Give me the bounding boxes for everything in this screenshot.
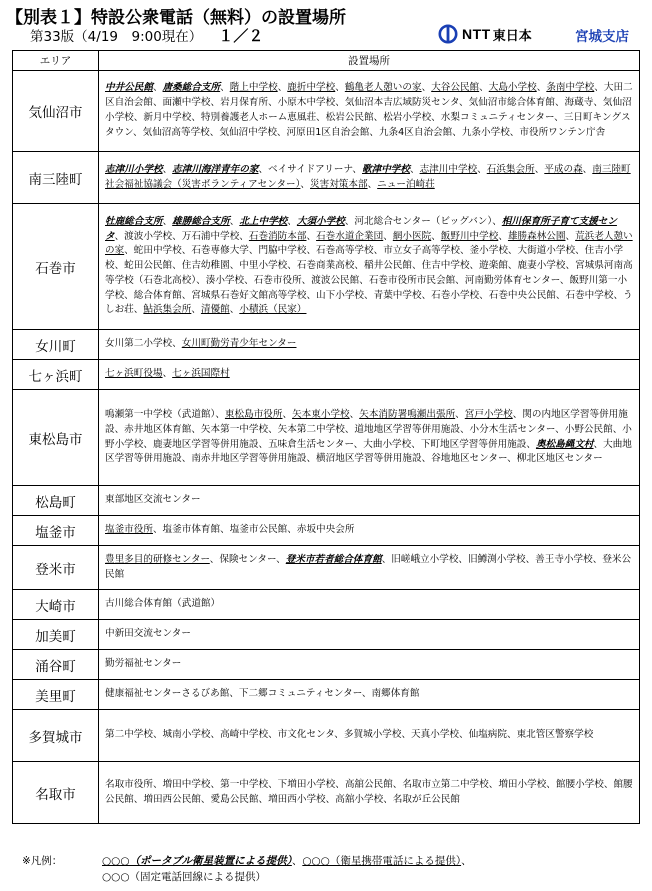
area-name: 多賀城市 <box>13 710 99 762</box>
place-text: 、塩釜市体育館、塩釜市公民館、赤坂中央会所 <box>152 524 355 536</box>
place-text: 古川総合体育館（武道館） <box>105 598 221 610</box>
place-text: 東部地区交流センター <box>105 494 201 506</box>
table-row <box>13 546 640 590</box>
header-area: エリア <box>13 51 99 71</box>
document-header <box>0 0 652 48</box>
place-text: 、 <box>455 408 465 420</box>
places-list <box>99 516 640 546</box>
table-header-row <box>13 51 640 71</box>
place-name: 相川保育所子育て支援センタ <box>105 215 617 242</box>
place-name: 条南中学校 <box>546 82 595 94</box>
place-text: 、 <box>367 178 378 190</box>
table-row <box>13 516 640 546</box>
place-text: 、 <box>431 230 441 242</box>
area-name: 東松島市 <box>13 390 99 486</box>
place-text: 、 <box>536 82 547 94</box>
legend-label: ※凡例： <box>22 855 63 867</box>
area-name: 名取市 <box>13 762 99 824</box>
place-text: 、 <box>479 82 489 94</box>
place-name: 雄勝森林公園 <box>507 230 566 242</box>
place-name: 清優館 <box>200 304 230 316</box>
place-text: 、旧嵯峨立小学校、旧鱒渕小学校、善王寺小学校、登米公民館 <box>105 553 632 580</box>
place-text: 、 <box>162 215 173 227</box>
place-name: 志津川中学校 <box>419 163 478 175</box>
place-text: 、 <box>287 215 297 227</box>
place-name: 階上中学校 <box>229 82 278 94</box>
table-row <box>13 390 640 486</box>
branch-name: 宮城支店 <box>575 29 629 45</box>
place-name: 災害対策本部 <box>310 178 368 190</box>
places-list <box>99 360 640 390</box>
table-row <box>13 486 640 516</box>
place-text: 鳴瀬第一中学校（武道館）、 <box>105 408 225 420</box>
place-name: 鮎浜集会所 <box>143 304 192 316</box>
place-text: 、 <box>582 163 593 175</box>
ntt-logo-icon <box>438 24 458 44</box>
edition-line <box>30 25 263 46</box>
place-name: 石巻消防本部 <box>248 230 307 242</box>
place-text: 、 <box>421 82 432 94</box>
legend <box>22 853 472 885</box>
place-name: 荒浜老人憩いの家 <box>105 230 633 257</box>
places-list <box>99 546 640 590</box>
place-text: 、 <box>300 178 311 190</box>
place-text: 、 <box>477 163 487 175</box>
place-name: 唐桑総合支所 <box>162 82 221 94</box>
place-text: 、保険センター、 <box>209 553 286 565</box>
place-text: 、 <box>162 163 173 175</box>
place-name: 雄勝総合支所 <box>172 215 230 227</box>
places-list <box>99 330 640 360</box>
legend-line-2 <box>22 869 472 885</box>
place-name: 歌津中学校 <box>362 163 410 175</box>
logo-text: NTT <box>462 26 491 42</box>
area-name: 南三陸町 <box>13 152 99 204</box>
table-row <box>13 762 640 824</box>
place-text: 、 <box>191 304 201 316</box>
places-list <box>99 620 640 650</box>
area-name: 七ヶ浜町 <box>13 360 99 390</box>
place-text: 、 <box>282 408 293 420</box>
place-text: 、 <box>162 368 173 380</box>
place-name: 鹿折中学校 <box>287 82 336 94</box>
places-list <box>99 590 640 620</box>
place-text: 、 <box>534 163 545 175</box>
place-text: 、渡波小学校、万石浦中学校、 <box>114 230 249 242</box>
place-text: 、 <box>383 230 393 242</box>
place-name: 石巻水道企業団 <box>316 230 384 242</box>
area-name: 大崎市 <box>13 590 99 620</box>
places-list <box>99 762 640 824</box>
place-name: 奥松島縄文村 <box>535 438 594 450</box>
ntt-logo <box>438 23 532 45</box>
installation-table <box>12 50 640 824</box>
places-list <box>99 680 640 710</box>
place-name: 南三陸町社会福祉協議会（災害ボランティアセンター） <box>105 163 631 190</box>
area-name: 気仙沼市 <box>13 71 99 152</box>
header-places: 設置場所 <box>99 51 640 71</box>
places-list <box>99 710 640 762</box>
place-name: ニュー泊崎荘 <box>377 178 435 190</box>
place-name: 北上中学校 <box>239 215 288 227</box>
place-text: 、関の内地区学習等併用施設、赤井地区体育館、矢本第一中学校、矢本第二中学校、道地地区学習等併用施設、小分木生活センター、小野公民館、小野小学校、鹿妻地区学習等併用施設、五味倉生活センター、大曲小学校、下町地区学習等併用施設、 <box>105 408 632 450</box>
place-text: 、河北総合センター（ビッグバン）、 <box>344 215 502 227</box>
table-row <box>13 360 640 390</box>
table-row <box>13 204 640 330</box>
place-name: 大須小学校 <box>296 215 345 227</box>
table-row <box>13 330 640 360</box>
place-name: 矢本消防署鳴瀬出張所 <box>359 408 456 420</box>
area-name: 松島町 <box>13 486 99 516</box>
place-text: 、 <box>152 82 163 94</box>
place-text: 、 <box>229 215 240 227</box>
place-name: 大島小学校 <box>488 82 537 94</box>
places-list <box>99 71 640 152</box>
place-text: 、 <box>277 82 288 94</box>
table-row <box>13 152 640 204</box>
area-name: 石巻市 <box>13 204 99 330</box>
legend-fixed: ○○○（固定電話回線による提供） <box>102 871 266 883</box>
place-text: 名取市役所、増田中学校、第一中学校、下増田小学校、高舘公民館、名取市立第二中学校、増田小学校、館腰小学校、館腰公民館、増田西公民館、愛島公民館、増田西小学校、高舘小学校、名取が丘公民館 <box>105 778 633 805</box>
place-text: 、ベイサイドアリーナ、 <box>258 163 363 175</box>
place-text: 女川第二小学校、 <box>105 338 182 350</box>
place-text: 、大田二区自治会館、面瀬中学校、岩月保育所、小原木中学校、気仙沼本吉広域防災センタ、気仙沼市総合体育館、海蔵寺、気仙沼小学校、新月中学校、特別養護老人ホーム恵風荘、松岩公民館、松岩小学校、水梨コミュニティセンター、三日町キングスタウン、気仙沼高等学校、気仙沼中学校、河原田1区自治会館、九条4区自治会館、九条小学校、市役所ワンテン庁舎 <box>105 82 633 138</box>
place-name: 志津川海洋青年の家 <box>172 163 259 175</box>
table-row <box>13 650 640 680</box>
place-name: 牡鹿総合支所 <box>105 215 163 227</box>
places-list <box>99 204 640 330</box>
legend-sep: 、 <box>291 855 303 867</box>
table-body <box>13 71 640 824</box>
place-name: 矢本東小学校 <box>292 408 350 420</box>
place-text: 、 <box>565 230 576 242</box>
legend-satellite: ○○○（衛星携帯電話による提供） <box>302 855 462 867</box>
document-title: 【別表１】特設公衆電話（無料）の設置場所 <box>6 8 346 28</box>
area-name: 塩釜市 <box>13 516 99 546</box>
place-text: 、 <box>335 82 345 94</box>
place-name: 大谷公民館 <box>431 82 480 94</box>
place-text: 第二中学校、城南小学校、高崎中学校、市文化センタ、多賀城小学校、天真小学校、仙塩病院、東北管区警察学校 <box>105 729 594 741</box>
place-name: 中井公民館 <box>105 82 153 94</box>
places-list <box>99 650 640 680</box>
place-text: 健康福祉センターさるびあ館、下二郷コミュニティセンター、南郷体育館 <box>105 688 420 700</box>
legend-line-1 <box>22 853 472 869</box>
place-name: 登米市若者総合体育館 <box>285 553 382 565</box>
table-row <box>13 71 640 152</box>
table-row <box>13 590 640 620</box>
place-text: 、 <box>498 230 508 242</box>
places-list <box>99 486 640 516</box>
area-name: 女川町 <box>13 330 99 360</box>
place-text: 勤労福祉センター <box>105 658 182 670</box>
place-name: 志津川小学校 <box>105 163 163 175</box>
table-row <box>13 680 640 710</box>
place-name: 鶴亀老人憩いの家 <box>344 82 422 94</box>
place-text: 、 <box>220 82 230 94</box>
place-name: 東松島市役所 <box>224 408 283 420</box>
place-name: 石浜集会所 <box>486 163 535 175</box>
place-name: 網小医院 <box>392 230 432 242</box>
places-list <box>99 152 640 204</box>
legend-portable: ○○○（ポータブル衛星装置による提供） <box>102 855 292 867</box>
place-name: 飯野川中学校 <box>440 230 499 242</box>
place-name: 塩釜市役所 <box>105 524 153 536</box>
place-text: 、 <box>306 230 317 242</box>
logo-sub: 東日本 <box>492 28 532 44</box>
place-name: 小積浜（民家） <box>239 304 307 316</box>
place-name: 豊里多目的研修センター <box>105 553 210 565</box>
place-text: 、 <box>229 304 240 316</box>
place-text: 、 <box>349 408 360 420</box>
place-name: 宮戸小学校 <box>464 408 513 420</box>
place-text: 、蛇田中学校、石巻専修大学、門脇中学校、石巻高等学校、市立女子高等学校、釜小学校、大街道小学校、住吉小学校、蛇田公民館、住吉幼稚園、中里小学校、石巻商業高校、稲井公民館、住吉中学校、遊楽館、鹿妻小学校、宮城県河南高等学校（石巻北高校）、湊小学校、石巻市役所、渡波公民館、石巻市役所市民会館、河南勤労体育センター、飯野川第一小学校、総合体育館、宮城県石巻好文館高等学校、山下小学校、青葉中学校、石巻小学校、石巻中央公民館、石巻中学校、うしお荘、 <box>105 245 633 316</box>
area-name: 涌谷町 <box>13 650 99 680</box>
place-name: 女川町勤労青少年センター <box>181 338 297 350</box>
place-text: 、 <box>409 163 420 175</box>
area-name: 加美町 <box>13 620 99 650</box>
place-text: 中新田交流センター <box>105 628 191 640</box>
place-name: 平成の森 <box>544 163 583 175</box>
page-number: １／２ <box>218 27 264 45</box>
area-name: 登米市 <box>13 546 99 590</box>
edition-text: 第33版（4/19 9:00現在） <box>30 29 203 45</box>
places-list <box>99 390 640 486</box>
table-row <box>13 620 640 650</box>
place-name: 七ヶ浜国際村 <box>172 368 230 380</box>
table-row <box>13 710 640 762</box>
area-name: 美里町 <box>13 680 99 710</box>
place-text: 、大曲地区学習等併用施設、南赤井地区学習等併用施設、横沼地区学習等併用施設、谷地地区センター、柳北区地区センター <box>105 438 632 465</box>
legend-sep: 、 <box>461 855 472 867</box>
place-name: 七ヶ浜町役場 <box>105 368 163 380</box>
